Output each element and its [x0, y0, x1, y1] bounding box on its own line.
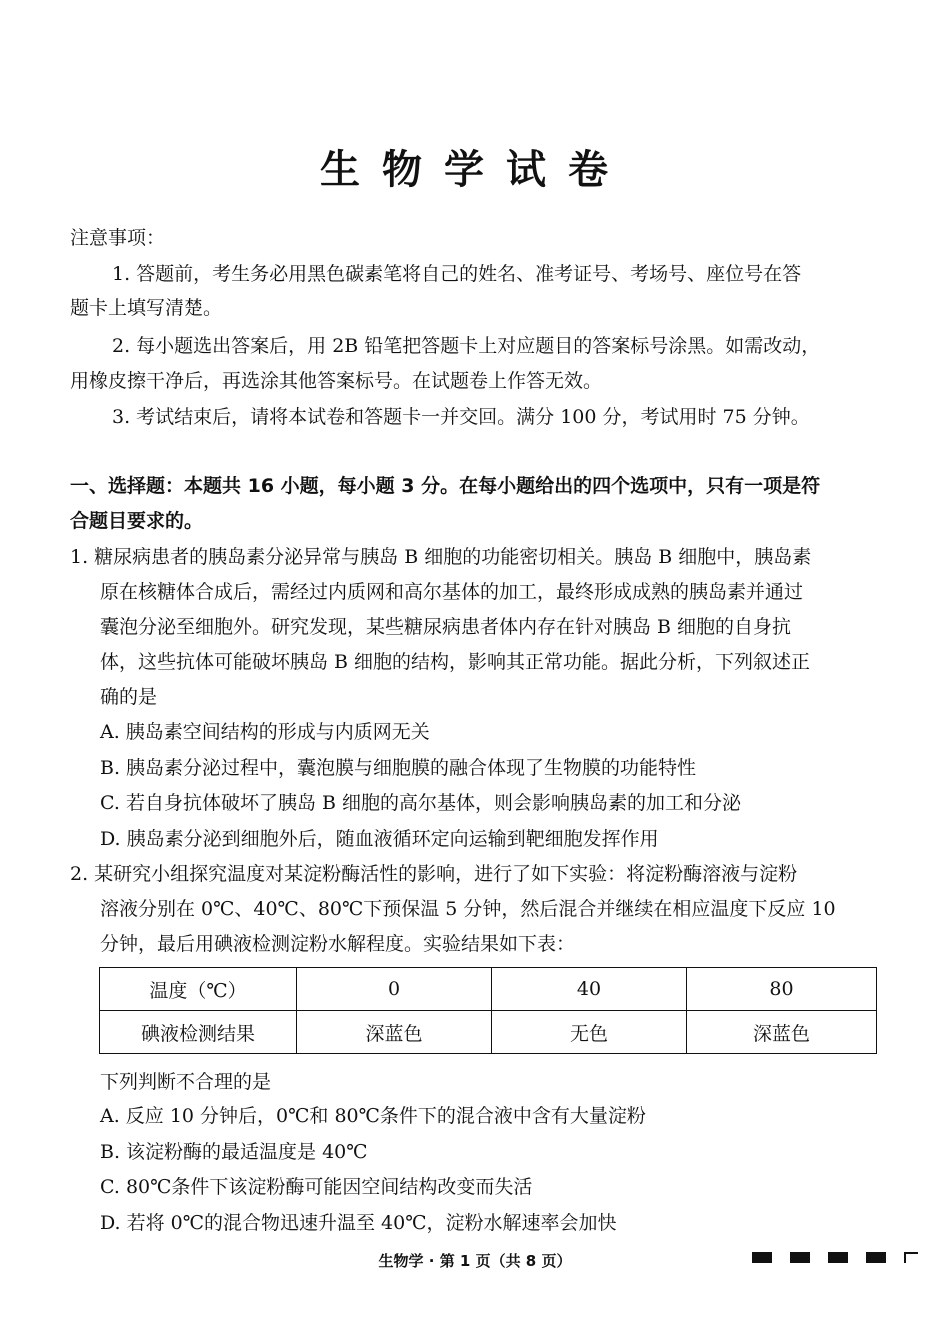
q2-stem-line-3: 分钟，最后用碘液检测淀粉水解程度。实验结果如下表： [100, 933, 576, 955]
q1-stem-line-5: 确的是 [100, 686, 158, 708]
table-cell: 0 [297, 968, 492, 1011]
notice-item-3-line-1: 3. 考试结束后，请将本试卷和答题卡一并交回。满分 100 分，考试用时 75 分钟。 [112, 406, 810, 428]
table-cell: 碘液检测结果 [100, 1011, 297, 1054]
q1-stem-line-3: 囊泡分泌至细胞外。研究发现，某些糖尿病患者体内存在针对胰岛 B 细胞的自身抗 [100, 616, 792, 638]
table-cell: 40 [492, 968, 687, 1011]
q1-stem-line-4: 体，这些抗体可能破坏胰岛 B 细胞的结构，影响其正常功能。据此分析，下列叙述正 [100, 651, 811, 673]
table-cell: 无色 [492, 1011, 687, 1054]
notice-item-2-line-2: 用橡皮擦干净后，再选涂其他答案标号。在试题卷上作答无效。 [70, 370, 603, 392]
page-footer: 生物学 · 第 1 页（共 8 页） [378, 1252, 572, 1270]
table-cell: 温度（℃） [100, 968, 297, 1011]
notice-item-2-line-1: 2. 每小题选出答案后，用 2B 铅笔把答题卡上对应题目的答案标号涂黑。如需改动， [112, 335, 821, 357]
scan-mark [752, 1252, 772, 1263]
q1-option-d: D. 胰岛素分泌到细胞外后，随血液循环定向运输到靶细胞发挥作用 [100, 828, 659, 850]
section-heading-line-1: 一、选择题：本题共 16 小题，每小题 3 分。在每小题给出的四个选项中，只有一项是符 [70, 475, 821, 497]
q2-option-a: A. 反应 10 分钟后，0℃和 80℃条件下的混合液中含有大量淀粉 [100, 1105, 646, 1127]
q2-option-c: C. 80℃条件下该淀粉酶可能因空间结构改变而失活 [100, 1176, 533, 1198]
scan-mark [828, 1252, 848, 1263]
q1-option-b: B. 胰岛素分泌过程中，囊泡膜与细胞膜的融合体现了生物膜的功能特性 [100, 757, 697, 779]
scan-mark [790, 1252, 810, 1263]
notice-heading: 注意事项： [70, 227, 166, 249]
q2-stem-line-1: 2. 某研究小组探究温度对某淀粉酶活性的影响，进行了如下实验：将淀粉酶溶液与淀粉 [70, 863, 798, 885]
table-cell: 深蓝色 [297, 1011, 492, 1054]
q1-stem-line-1: 1. 糖尿病患者的胰岛素分泌异常与胰岛 B 细胞的功能密切相关。胰岛 B 细胞中，胰岛素 [70, 546, 812, 568]
q1-stem-line-2: 原在核糖体合成后，需经过内质网和高尔基体的加工，最终形成成熟的胰岛素并通过 [100, 581, 804, 603]
page-title: 生物学试卷 [320, 147, 630, 193]
section-heading-line-2: 合题目要求的。 [70, 510, 204, 532]
scan-marks [752, 1252, 918, 1263]
table-row [100, 1011, 877, 1054]
table-cell: 80 [687, 968, 877, 1011]
q2-option-b: B. 该淀粉酶的最适温度是 40℃ [100, 1141, 368, 1163]
table-row [100, 968, 877, 1011]
q2-prompt: 下列判断不合理的是 [100, 1071, 272, 1093]
corner-mark-icon [904, 1252, 918, 1263]
notice-item-1-line-2: 题卡上填写清楚。 [70, 297, 223, 319]
q1-option-a: A. 胰岛素空间结构的形成与内质网无关 [100, 721, 430, 743]
scan-mark [866, 1252, 886, 1263]
q2-stem-line-2: 溶液分别在 0℃、40℃、80℃下预保温 5 分钟，然后混合并继续在相应温度下反应 10 [100, 898, 836, 920]
table-cell: 深蓝色 [687, 1011, 877, 1054]
notice-item-1-line-1: 1. 答题前，考生务必用黑色碳素笔将自己的姓名、准考证号、考场号、座位号在答 [112, 263, 802, 285]
q1-option-c: C. 若自身抗体破坏了胰岛 B 细胞的高尔基体，则会影响胰岛素的加工和分泌 [100, 792, 741, 814]
q2-option-d: D. 若将 0℃的混合物迅速升温至 40℃，淀粉水解速率会加快 [100, 1212, 617, 1234]
experiment-result-table [99, 967, 877, 1054]
